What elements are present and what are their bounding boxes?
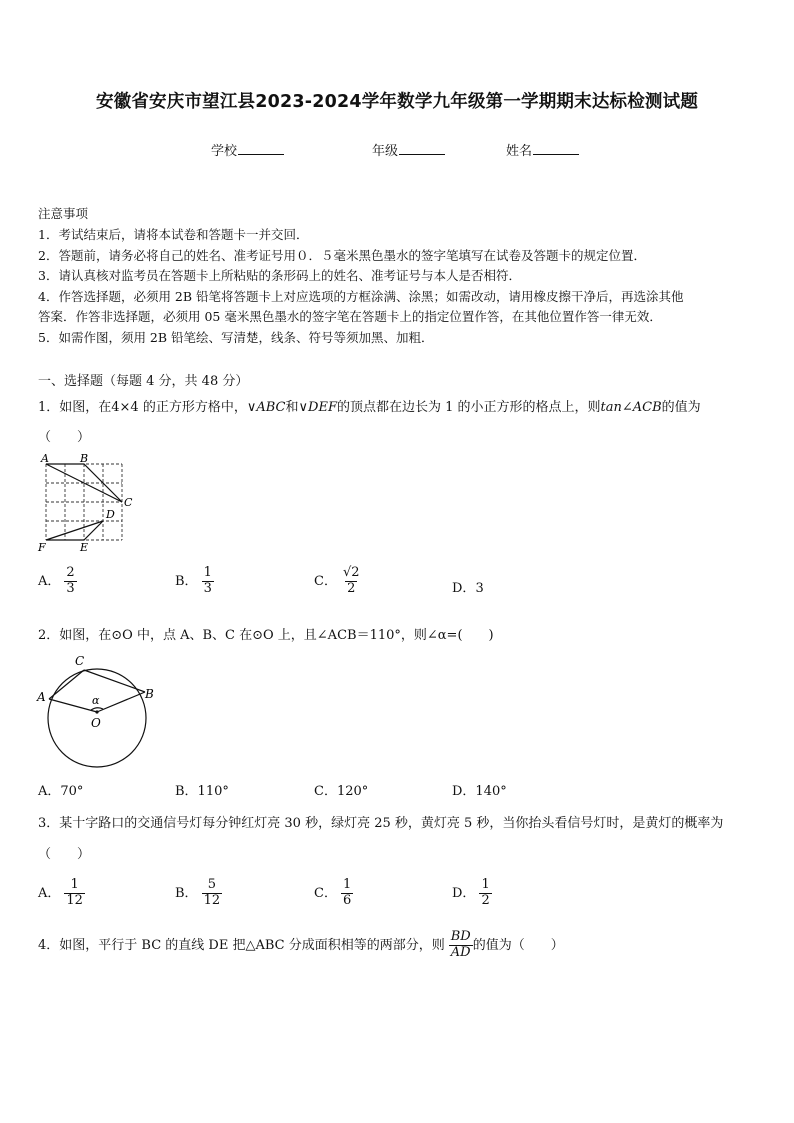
option-fraction (341, 566, 362, 597)
q2-label-b: B (145, 687, 154, 701)
q3-option-b[interactable] (175, 878, 222, 909)
option-letter: C． (314, 573, 337, 589)
q1-grid-lines (46, 464, 122, 540)
grade-field (372, 140, 445, 159)
question-2-text: 2．如图，在⊙O 中，点 A、B、C 在⊙O 上，且∠ACB＝110°，则∠α=( ) (38, 628, 494, 643)
q4-post: 的值为（ ） (472, 937, 564, 953)
q1-option-a[interactable] (38, 566, 77, 597)
q2-chord-ac (49, 670, 84, 699)
option-letter: D． (452, 581, 476, 596)
q3-answer-paren: （ ） (38, 847, 91, 862)
option-letter: A． (38, 573, 61, 589)
q3-option-c[interactable] (314, 878, 353, 909)
fraction-denominator: 2 (481, 892, 490, 908)
notice-item: 答案．作答非选择题，必须用 05 毫米黑色墨水的签字笔在答题卡上的指定位置作答，在其他位置作答一律无效． (38, 309, 662, 324)
option-fraction (479, 878, 491, 909)
option-letter: D． (452, 885, 476, 901)
q1-triangle-def: ∨DEF (298, 400, 337, 415)
option-fraction (341, 878, 353, 909)
fraction-denominator: AD (450, 944, 471, 960)
fraction-denominator: 3 (203, 580, 212, 596)
option-letter: C． (314, 885, 337, 901)
q3-option-a[interactable] (38, 878, 85, 909)
name-label: 姓名 (506, 144, 533, 159)
q2-option-d[interactable]: D．140° (452, 784, 507, 799)
q1-label-e: E (80, 541, 89, 554)
school-blank (238, 142, 284, 155)
fraction-denominator: 2 (347, 580, 356, 596)
notice-heading: 注意事项 (38, 206, 89, 221)
notice-item: 5．如需作图，须用 2B 铅笔绘、写清楚，线条、符号等须加黑、加粗． (38, 330, 434, 345)
q2-label-alpha: α (92, 694, 100, 707)
q2-radius-ob (97, 692, 145, 712)
notice-item: 1．考试结束后，请将本试卷和答题卡一并交回． (38, 227, 309, 242)
option-fraction (64, 878, 85, 909)
q1-label-a: A (41, 452, 49, 465)
q1-post: 的值为 (661, 400, 701, 415)
q1-pre: 1．如图，在4×4 的正方形方格中， (38, 400, 247, 415)
option-letter: B． (175, 573, 198, 589)
q2-label-a: A (37, 690, 46, 704)
question-3-text: 3．某十字路口的交通信号灯每分钟红灯亮 30 秒，绿灯亮 25 秒，黄灯亮 5 秒，当你抬头看信号灯时，是黄灯的概率为 (38, 816, 724, 831)
q1-option-b[interactable] (175, 566, 214, 597)
school-label: 学校 (211, 144, 238, 159)
q3-option-d[interactable] (452, 878, 492, 909)
q1-grid-figure (34, 452, 138, 556)
notice-item: 2．答题前，请务必将自己的姓名、准考证号用０．５毫米黑色墨水的签字笔填写在试卷及答题卡的规定位置． (38, 248, 646, 263)
section-heading: 一、选择题（每题 4 分，共 48 分） (38, 374, 249, 389)
grade-label: 年级 (372, 144, 399, 159)
name-field (506, 140, 579, 159)
q1-tan-expr: tan∠ACB (600, 400, 662, 415)
question-1-text (38, 396, 701, 415)
notice-item: 4．作答选择题，必须用 2B 铅笔将答题卡上对应选项的方框涂满、涂黑；如需改动，请用橡皮擦干净后，再选涂其他 (38, 289, 684, 304)
q2-center-point (95, 710, 98, 713)
q1-triangle-def-shape (46, 521, 103, 540)
q2-option-c[interactable]: C．120° (314, 784, 369, 799)
q1-and: 和 (285, 400, 299, 415)
grade-blank (399, 142, 445, 155)
q1-answer-paren: （ ） (38, 430, 91, 445)
q2-circle-figure (34, 652, 160, 770)
option-value: 3 (475, 581, 484, 596)
q2-chord-cb (84, 670, 145, 692)
fraction-numerator: 2 (66, 565, 75, 580)
option-fraction (202, 566, 214, 597)
fraction-numerator: 5 (207, 877, 216, 892)
fraction-numerator: 1 (342, 877, 352, 892)
q2-label-c: C (75, 654, 85, 668)
option-fraction (202, 878, 223, 909)
page-title: 安徽省安庆市望江县2023-2024学年数学九年级第一学期期末达标检测试题 (95, 92, 699, 112)
q4-fraction (449, 930, 473, 961)
q1-triangle-abc: ∨ABC (246, 400, 286, 415)
q1-option-d[interactable] (452, 577, 484, 596)
q2-radius-oa (49, 699, 97, 712)
option-letter: B． (175, 885, 198, 901)
fraction-numerator: 1 (70, 877, 79, 892)
q1-option-c[interactable] (314, 566, 362, 597)
q1-label-c: C (124, 496, 133, 509)
q1-label-f: F (38, 541, 46, 554)
fraction-numerator: √2 (342, 565, 360, 580)
q2-option-a[interactable]: A．70° (38, 784, 84, 799)
fraction-denominator: 3 (66, 580, 75, 596)
notice-item: 3．请认真核对监考员在答题卡上所粘贴的条形码上的姓名、准考证号与本人是否相符． (38, 268, 521, 283)
question-4-text (38, 930, 564, 961)
q1-mid: 的顶点都在边长为 1 的小正方形的格点上，则 (336, 400, 601, 415)
name-blank (533, 142, 579, 155)
fraction-numerator: 1 (203, 565, 212, 580)
option-fraction (64, 566, 76, 597)
fraction-numerator: BD (450, 929, 471, 944)
q1-label-d: D (106, 508, 115, 521)
q2-option-b[interactable]: B．110° (175, 784, 229, 799)
school-field (211, 140, 284, 159)
fraction-numerator: 1 (481, 877, 490, 892)
fraction-denominator: 12 (203, 892, 221, 908)
option-letter: A． (38, 885, 61, 901)
fraction-denominator: 6 (342, 892, 352, 908)
q2-label-o: O (91, 716, 101, 730)
fraction-denominator: 12 (66, 892, 83, 908)
q1-label-b: B (80, 452, 89, 465)
q4-pre: 4．如图，平行于 BC 的直线 DE 把△ABC 分成面积相等的两部分，则 (38, 937, 445, 953)
